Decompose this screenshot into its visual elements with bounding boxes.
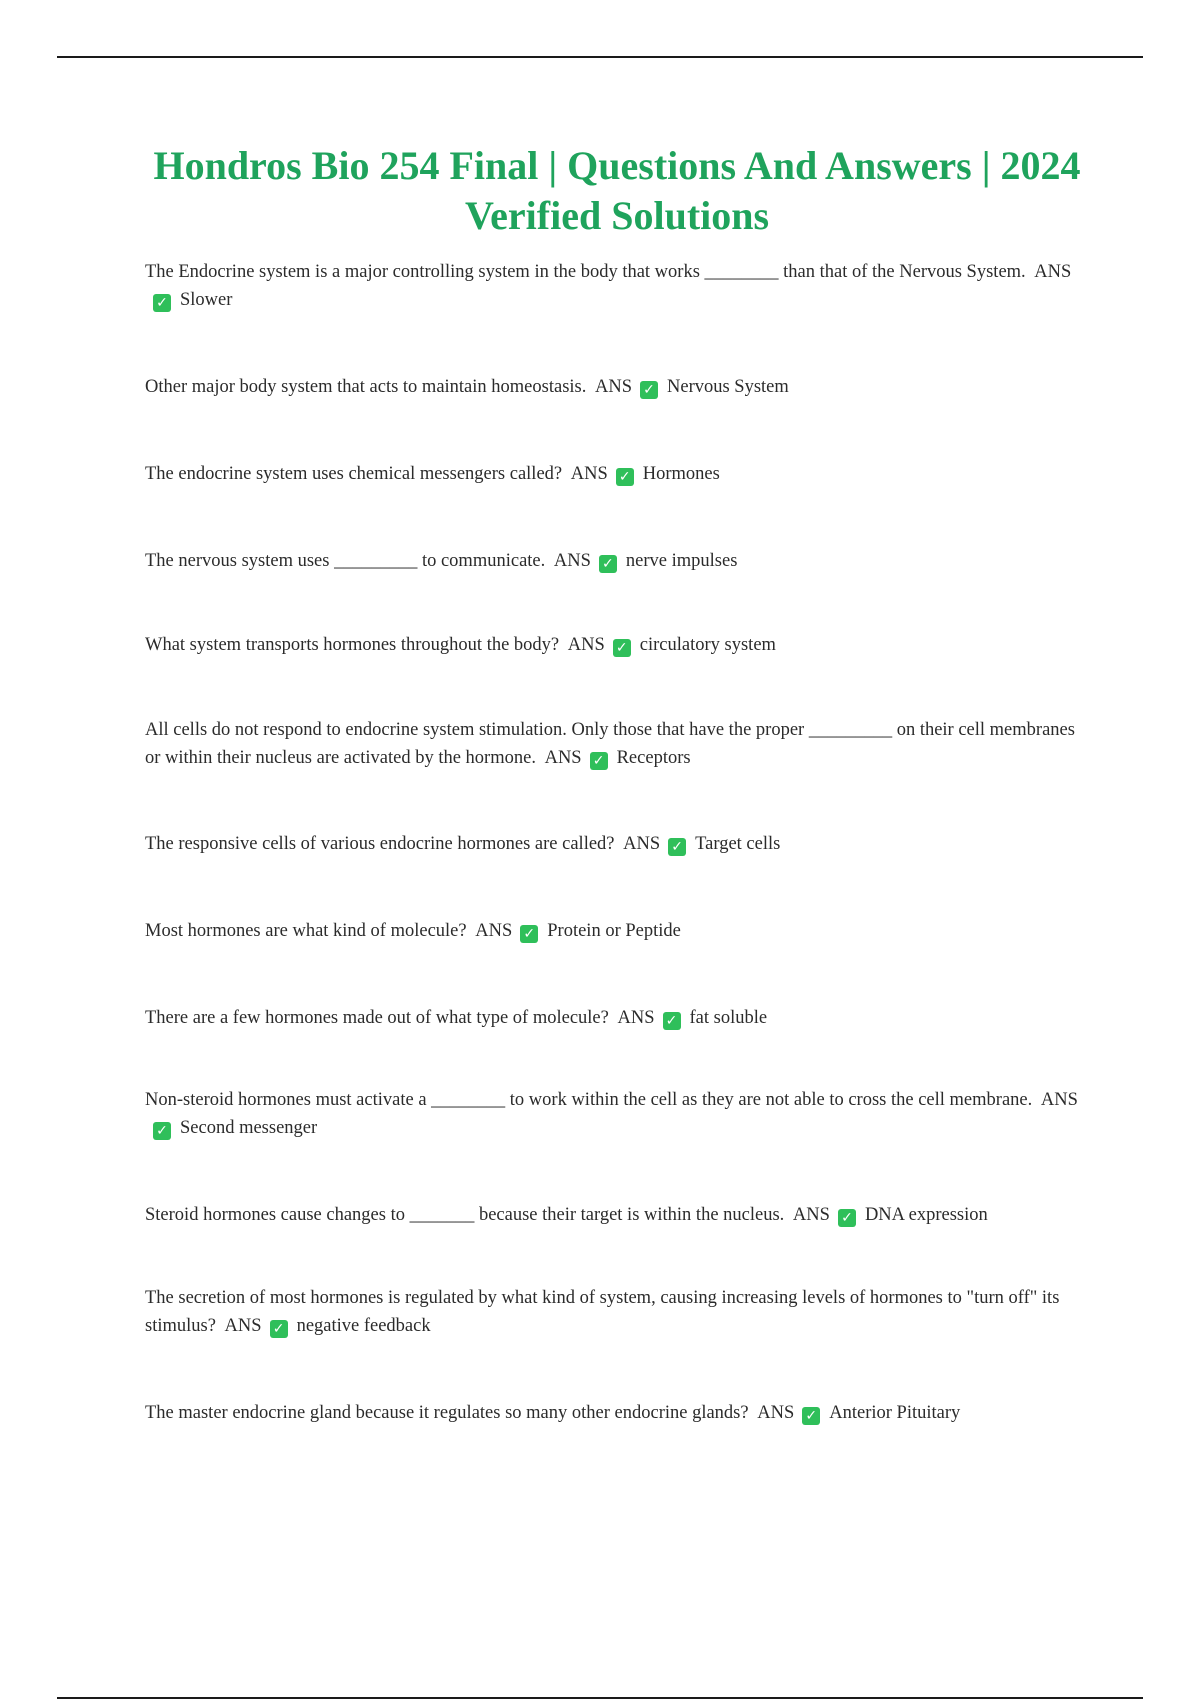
ans-label: ANS [475,921,513,941]
answer-text: Anterior Pituitary [829,1403,961,1423]
answer-text: negative feedback [296,1316,431,1336]
qa-item-3 [145,460,1090,488]
ans-label: ANS [224,1316,262,1336]
question-text: Non-steroid hormones must activate a ________ to work within the cell as they are not able to cross the cell membrane. [145,1090,1033,1110]
check-mark-icon: ✓ [599,555,617,573]
question-text: The nervous system uses _________ to communicate. [145,551,546,571]
answer-text: Second messenger [180,1118,318,1138]
question-text: Steroid hormones cause changes to _______ because their target is within the nucleus. [145,1205,785,1225]
qa-item-11 [145,1201,1090,1229]
qa-item-5 [145,631,1090,659]
qa-item-8 [145,917,1090,945]
answer-text: Receptors [616,748,691,768]
ans-label: ANS [1034,262,1072,282]
check-mark-icon: ✓ [520,925,538,943]
top-rule [57,56,1143,58]
bottom-rule [57,1697,1143,1699]
check-mark-icon: ✓ [838,1209,856,1227]
question-text: All cells do not respond to endocrine system stimulation. Only those that have the proper _________ on their cell membranes or within their nucleus are activated by the hormone. [145,720,1075,768]
check-mark-icon: ✓ [616,468,634,486]
question-text: The responsive cells of various endocrine hormones are called? [145,834,615,854]
question-text: The endocrine system uses chemical messengers called? [145,464,563,484]
ans-label: ANS [617,1008,655,1028]
question-text: The master endocrine gland because it regulates so many other endocrine glands? [145,1403,749,1423]
ans-label: ANS [1040,1090,1078,1110]
document-title: Hondros Bio 254 Final | Questions And Answers | 2024 Verified Solutions [153,143,1081,238]
answer-text: circulatory system [639,635,776,655]
question-text: Other major body system that acts to maintain homeostasis. [145,377,587,397]
question-text: What system transports hormones throughout the body? [145,635,560,655]
qa-item-7 [145,830,1090,858]
check-mark-icon: ✓ [270,1320,288,1338]
qa-item-9 [145,1004,1090,1032]
check-mark-icon: ✓ [153,294,171,312]
ans-label: ANS [567,635,605,655]
qa-item-12 [145,1284,1090,1340]
question-text: The Endocrine system is a major controlling system in the body that works ________ than that of the Nervous System. [145,262,1026,282]
qa-item-1 [145,258,1090,314]
ans-label: ANS [570,464,608,484]
ans-label: ANS [553,551,591,571]
qa-item-6 [145,716,1090,772]
qa-item-4 [145,547,1090,575]
answer-text: fat soluble [689,1008,768,1028]
answer-text: nerve impulses [625,551,738,571]
check-mark-icon: ✓ [613,639,631,657]
answer-text: Slower [180,290,233,310]
answer-text: Protein or Peptide [547,921,681,941]
question-text: Most hormones are what kind of molecule? [145,921,467,941]
answer-text: Hormones [642,464,720,484]
answer-text: Nervous System [667,377,789,397]
question-text: The secretion of most hormones is regulated by what kind of system, causing increasing levels of hormones to "turn off" its stimulus? [145,1288,1060,1336]
qa-item-10 [145,1086,1090,1142]
ans-label: ANS [544,748,582,768]
check-mark-icon: ✓ [802,1407,820,1425]
answer-text: Target cells [695,834,781,854]
answer-text: DNA expression [864,1205,988,1225]
check-mark-icon: ✓ [668,838,686,856]
check-mark-icon: ✓ [640,381,658,399]
qa-item-13 [145,1399,1090,1427]
check-mark-icon: ✓ [590,752,608,770]
qa-item-2 [145,373,1090,401]
question-text: There are a few hormones made out of what type of molecule? [145,1008,609,1028]
ans-label: ANS [623,834,661,854]
ans-label: ANS [757,1403,795,1423]
check-mark-icon: ✓ [153,1122,171,1140]
check-mark-icon: ✓ [663,1012,681,1030]
ans-label: ANS [792,1205,830,1225]
ans-label: ANS [594,377,632,397]
